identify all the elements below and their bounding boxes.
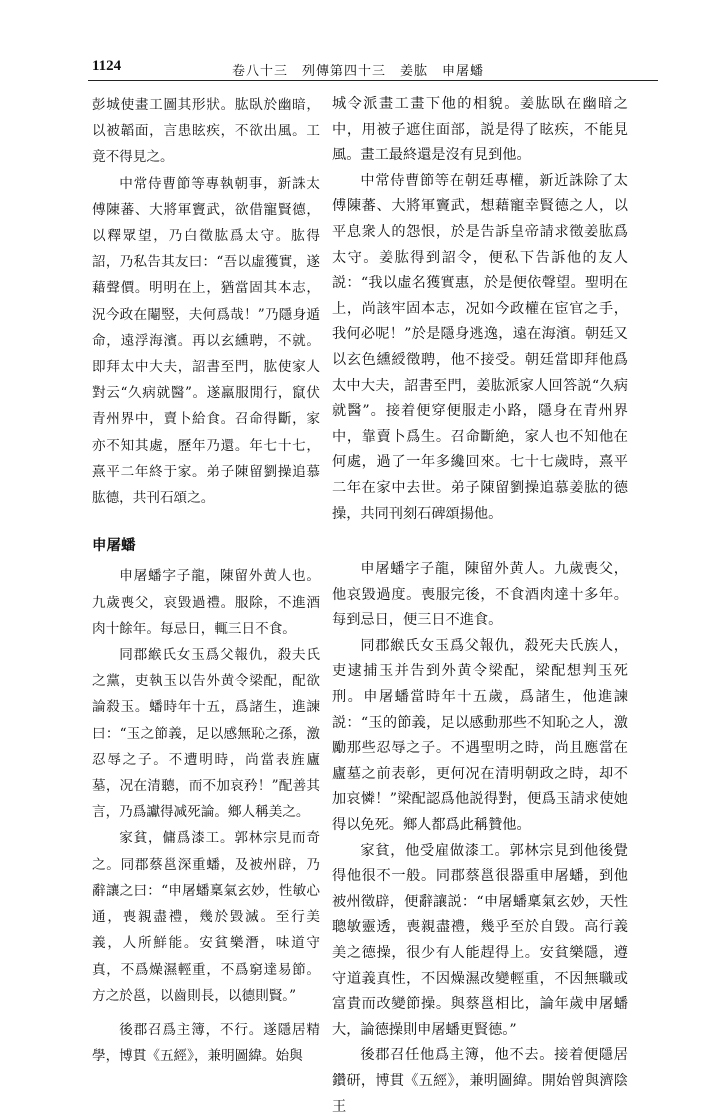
vernacular-text-column xyxy=(332,92,628,1120)
vernacular-paragraph-3: 申屠蟠字子龍，陳留外黄人。九歲喪父，他哀毀過度。喪服完後，不食酒肉達十多年。每到忌日，便三日不進食。 xyxy=(332,561,628,629)
classical-paragraph-6: 後郡召爲主簿，不行。遂隱居精學，博貫《五經》，兼明圖緯。始與 xyxy=(92,1021,320,1065)
classical-paragraph-2: 中常侍曹節等專執朝事，新誅太傅陳蕃、大將軍竇武，欲借寵賢德，以釋眾望，乃白徵肱爲太守。肱得詔，乃私告其友曰：“吾以虛獲實，遂藉聲價。明明在上，猶當固其本志，況今政在閹竪，夫何爲哉！”乃隱身遁命，遠浮海濱。再以玄纁聘，不就。即拜太中大夫，詔書至門，肱使家人對云“久病就醫”。遂羸服閒行，竄伏青州界中，賣卜給食。召命得斷，家亦不知其處，歷年乃還。年七十七，熹平二年終于家。弟子陳留劉操追慕肱德，共刊石頌之。 xyxy=(92,175,320,507)
running-title: 卷八十三 列傳第四十三 姜肱 申屠蟠 xyxy=(232,64,485,79)
classical-paragraph-4: 同郡緱氏女玉爲父報仇，殺夫氏之黨，吏執玉以告外黄令梁配，配欲論殺玉。蟠時年十五，爲諸生，進諫曰：“玉之節義，足以感無恥之孫，激忍辱之子。不遭明時，尚當表旌廬墓，况在清聽，而不加哀矜！”配善其言，乃爲讞得减死論。鄉人稱美之。 xyxy=(92,647,320,821)
page-header xyxy=(0,52,716,82)
vernacular-paragraph-1: 城令派畫工畫下他的相貌。姜肱臥在幽暗之中，用被子遮住面部，説是得了眩疾，不能見風。畫工最終還是沒有見到他。 xyxy=(332,96,628,164)
classical-text-column xyxy=(92,92,320,1069)
vernacular-paragraph-6: 後郡召任他爲主簿，他不去。接着便隱居鑽研，博貫《五經》，兼明圖緯。開始曾與濟陰王 xyxy=(332,1047,628,1115)
header-rule xyxy=(88,80,658,81)
page-number: 1124 xyxy=(92,58,122,74)
classical-paragraph-3: 申屠蟠字子龍，陳留外黄人也。九歲喪父，哀毀過禮。服除，不進酒肉十餘年。每忌日，輒三日不食。 xyxy=(92,568,320,637)
vernacular-paragraph-2: 中常侍曹節等在朝廷專權，新近誅除了太傅陳蕃、大將軍竇武，想藉寵幸賢德之人，以平息衆人的怨恨，於是告訴皇帝請求徵姜肱爲太守。姜肱得到詔令，便私下告訴他的友人説：“我以虛名獲實惠，於是便依聲望。聖明在上，尚該牢固本志，况如今政權在宦官之手，我何必呢！”於是隱身逃逸，遠在海濱。朝廷又以玄色纁綬徵聘，他不接受。朝廷當即拜他爲太中大夫，詔書至門，姜肱派家人回答説“久病就醫”。接着便穿便服走小路，隱身在青州界中，靠賣卜爲生。召命斷絶，家人也不知他在何處，過了一年多纔回來。七十七歲時，熹平二年在家中去世。弟子陳留劉操追慕姜肱的德操，共同刊刻石碑頌揚他。 xyxy=(332,172,628,522)
vernacular-paragraph-4: 同郡緱氏女玉爲父報仇，殺死夫氏族人，吏逮捕玉并告到外黄令梁配，梁配想判玉死刑。申屠蟠當時年十五歲，爲諸生，他進諫説：“玉的節義，足以感動那些不知恥之人，激勵那些忍辱之子。不遇聖明之時，尚且應當在廬墓之前表彰，更何况在清明朝政之時，却不加哀憐！”梁配認爲他説得對，便爲玉請求使她得以免死。鄉人都爲此稱贊他。 xyxy=(332,637,628,834)
vernacular-paragraph-5: 家貧，他受雇做漆工。郭林宗見到他後覺得他很不一般。同郡蔡邕很器重申屠蟠，到他被州徵辟，便辭讓説：“申屠蟠稟氣玄妙，天性聰敏靈透，喪親盡禮，幾乎至於自毀。高行義美之德操，很少有人能趕得上。安貧樂隱，遵守道義真性，不因燥濕改變輕重，不因無職或富貴而改變節操。與蔡邕相比，論年歲申屠蟠大，論德操則申屠蟠更賢德。” xyxy=(332,842,628,1038)
section-spacer xyxy=(332,527,628,557)
section-title: 申屠蟠 xyxy=(92,537,136,555)
classical-paragraph-1: 彭城使畫工圖其形狀。肱臥於幽暗，以被韜面，言患眩疾，不欲出風。工竟不得見之。 xyxy=(92,97,320,166)
classical-paragraph-5: 家貧，傭爲漆工。郭林宗見而奇之。同郡蔡邕深重蟠，及被州辟，乃辭讓之曰：“申屠蟠稟氣玄妙，性敏心通，喪親盡禮，幾於毀滅。至行美義，人所鮮能。安貧樂潛，味道守真，不爲燥濕輕重，不爲窮達易節。方之於邕，以齒則長，以德則賢。” xyxy=(92,830,320,1004)
